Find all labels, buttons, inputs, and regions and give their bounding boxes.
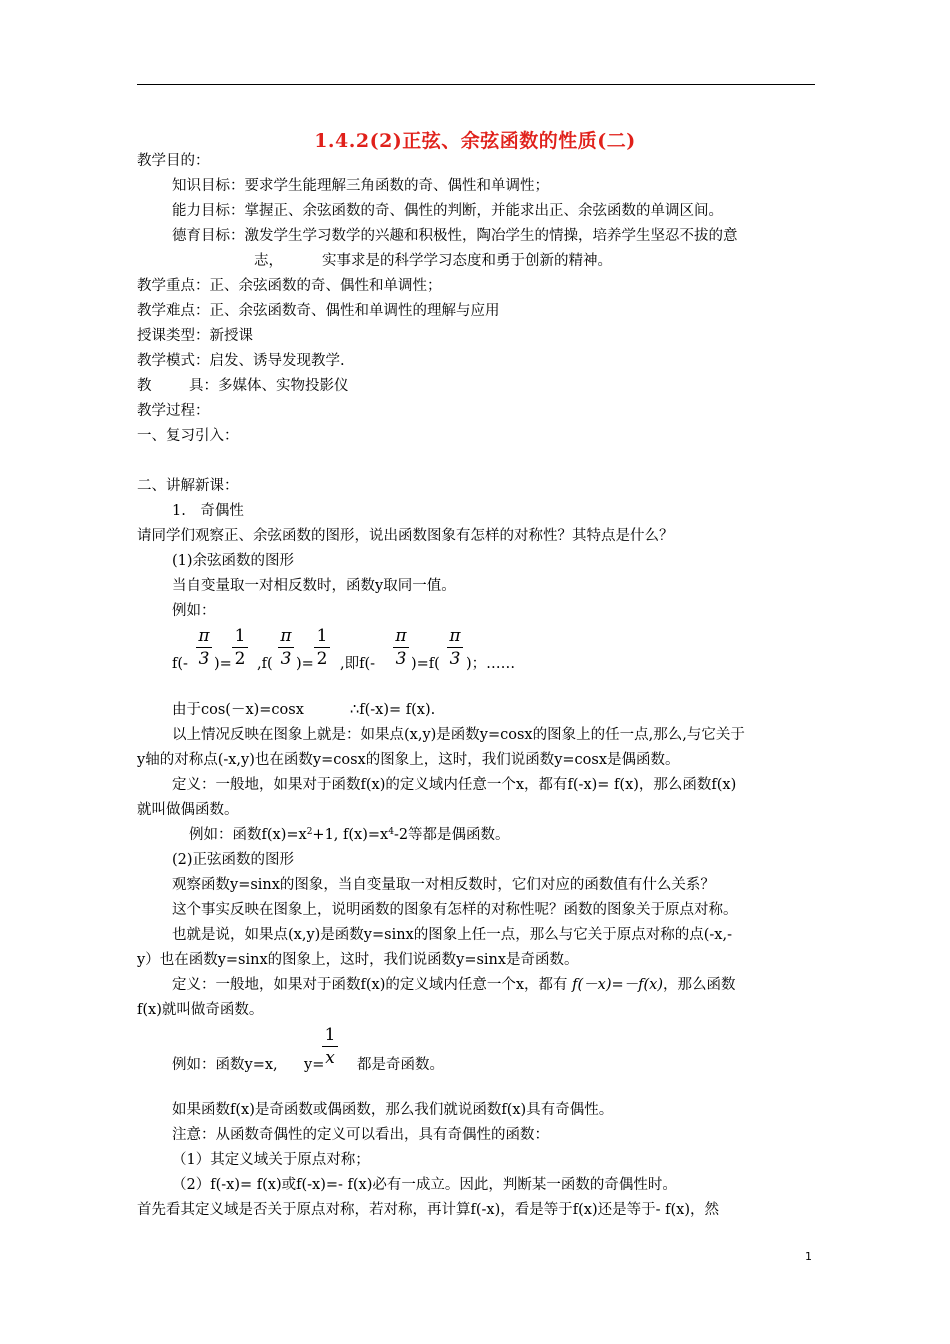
text-line: 如果函数f(x)是奇函数或偶函数，那么我们就说函数f(x)具有奇偶性。 xyxy=(172,1102,614,1118)
fraction-bar xyxy=(447,647,463,648)
equation-part: )= xyxy=(214,656,232,672)
text-line: y轴的对称点(-x,y)也在函数y=cosx的图象上，这时，我们说函数y=cosx是偶函数。 xyxy=(137,752,680,768)
equation-part: 例如：函数y=x, xyxy=(172,1057,278,1073)
text-line: 教学难点：正、余弦函数奇、偶性和单调性的理解与应用 xyxy=(137,303,500,319)
text-line: 授课类型：新授课 xyxy=(137,328,253,344)
fraction-bar xyxy=(232,647,248,648)
text-line: 首先看其定义域是否关于原点对称，若对称，再计算f(-x)，看是等于f(x)还是等于- f(x)，然 xyxy=(137,1202,719,1218)
text-line: 请同学们观察正、余弦函数的图形，说出函数图象有怎样的对称性？其特点是什么？ xyxy=(137,528,674,544)
text-line: 能力目标：掌握正、余弦函数的奇、偶性的判断，并能求出正、余弦函数的单调区间。 xyxy=(172,203,723,219)
text-line: 教学过程： xyxy=(137,403,210,419)
text-part: -2等都是偶函数。 xyxy=(393,827,510,843)
text-line: 这个事实反映在图象上，说明函数的图象有怎样的对称性呢？函数的图象关于原点对称。 xyxy=(172,902,738,918)
text-line: 例如： xyxy=(172,603,216,619)
text-line: 就叫做偶函数。 xyxy=(137,802,239,818)
text-line: 观察函数y=sinx的图象，当自变量取一对相反数时，它们对应的函数值有什么关系？ xyxy=(172,877,715,893)
fraction-one-half xyxy=(312,626,332,669)
page-title: 1.4.2(2)正弦、余弦函数的性质(二) xyxy=(314,130,636,152)
denominator: 3 xyxy=(280,649,292,669)
text-line: 具：多媒体、实物投影仪 xyxy=(189,378,349,394)
text-line: 注意：从函数奇偶性的定义可以看出，具有奇偶性的函数： xyxy=(172,1127,549,1143)
denominator: 2 xyxy=(316,649,328,669)
equation-part: ,f( xyxy=(257,656,273,672)
fraction-one-over-x xyxy=(320,1025,340,1068)
text-line xyxy=(189,826,510,844)
equation-part: )=f( xyxy=(411,656,440,672)
fraction-bar xyxy=(322,1046,338,1047)
numerator: 1 xyxy=(234,626,246,646)
fraction-bar xyxy=(314,647,330,648)
text-part: 定义：一般地，如果对于函数f(x)的定义域内任意一个x，都有 xyxy=(172,977,568,993)
text-line: 教学模式：启发、诱导发现教学. xyxy=(137,353,345,369)
odd-function-formula: f(－x)=－f(x) xyxy=(572,977,664,993)
text-line: 志， xyxy=(254,253,283,269)
denominator: x xyxy=(325,1048,335,1068)
text-line: 也就是说，如果点(x,y)是函数y=sinx的图象上任一点，那么与它关于原点对称的点(-x,- xyxy=(172,927,732,943)
denominator: 3 xyxy=(449,649,461,669)
exponent: 2 xyxy=(306,827,313,837)
denominator: 3 xyxy=(395,649,407,669)
list-item: （1）其定义域关于原点对称； xyxy=(172,1152,370,1168)
fraction-bar xyxy=(196,647,212,648)
text-line: 由于cos(－x)=cosx xyxy=(172,702,304,718)
text-line: 知识目标：要求学生能理解三角函数的奇、偶性和单调性； xyxy=(172,178,549,194)
fraction-pi-over-3 xyxy=(194,626,214,669)
text-line: 定义：一般地，如果对于函数f(x)的定义域内任意一个x，都有f(-x)= f(x)，那么函数f(x) xyxy=(172,777,737,793)
text-line xyxy=(172,976,736,994)
header-rule xyxy=(137,84,815,85)
text-part: ，那么函数 xyxy=(663,977,736,993)
fraction-bar xyxy=(393,647,409,648)
equation-part: f(- xyxy=(172,656,188,672)
fraction-pi-over-3 xyxy=(391,626,411,669)
fraction-pi-over-3 xyxy=(276,626,296,669)
text-line: 以上情况反映在图象上就是：如果点(x,y)是函数y=cosx的图象上的任一点,那么,与它关于 xyxy=(172,727,745,743)
numerator: 1 xyxy=(316,626,328,646)
numerator: π xyxy=(449,626,461,646)
numerator: π xyxy=(395,626,407,646)
text-line: (2)正弦函数的图形 xyxy=(172,852,295,868)
text-part: 例如：函数f(x)=x xyxy=(189,827,307,843)
exponent: 4 xyxy=(388,827,394,837)
section-heading: 一、复习引入： xyxy=(137,428,239,444)
equation-part: )= xyxy=(296,656,314,672)
text-line: f(x)就叫做奇函数。 xyxy=(137,1002,264,1018)
text-line: ∴f(-x)= f(x). xyxy=(350,702,436,718)
fraction-pi-over-3 xyxy=(445,626,465,669)
equation-part: y= xyxy=(304,1057,325,1073)
equation-part: ,即f(- xyxy=(340,656,376,672)
section-heading: 二、讲解新课： xyxy=(137,478,239,494)
text-line: 教 xyxy=(137,378,152,394)
text-line: 德育目标：激发学生学习数学的兴趣和积极性，陶冶学生的情操，培养学生坚忍不拔的意 xyxy=(172,228,738,244)
subsection-heading: 1. 奇偶性 xyxy=(172,503,244,519)
text-part: +1, f(x)=x xyxy=(312,827,389,843)
equation-part: )；…… xyxy=(466,656,516,672)
fraction-bar xyxy=(278,647,294,648)
text-line: 实事求是的科学学习态度和勇于创新的精神。 xyxy=(322,253,612,269)
denominator: 2 xyxy=(234,649,246,669)
list-item: （2）f(-x)= f(x)或f(-x)=- f(x)必有一成立。因此，判断某一函数的奇偶性时。 xyxy=(172,1177,677,1193)
numerator: 1 xyxy=(324,1025,336,1045)
page-number: 1 xyxy=(805,1250,812,1263)
text-line: 当自变量取一对相反数时，函数y取同一值。 xyxy=(172,578,456,594)
equation-part: 都是奇函数。 xyxy=(357,1057,444,1073)
text-line: 教学重点：正、余弦函数的奇、偶性和单调性； xyxy=(137,278,442,294)
numerator: π xyxy=(198,626,210,646)
denominator: 3 xyxy=(198,649,210,669)
text-line: (1)余弦函数的图形 xyxy=(172,553,295,569)
fraction-one-half xyxy=(230,626,250,669)
numerator: π xyxy=(280,626,292,646)
text-line: y）也在函数y=sinx的图象上，这时，我们说函数y=sinx是奇函数。 xyxy=(137,952,579,968)
text-line: 教学目的： xyxy=(137,153,210,169)
